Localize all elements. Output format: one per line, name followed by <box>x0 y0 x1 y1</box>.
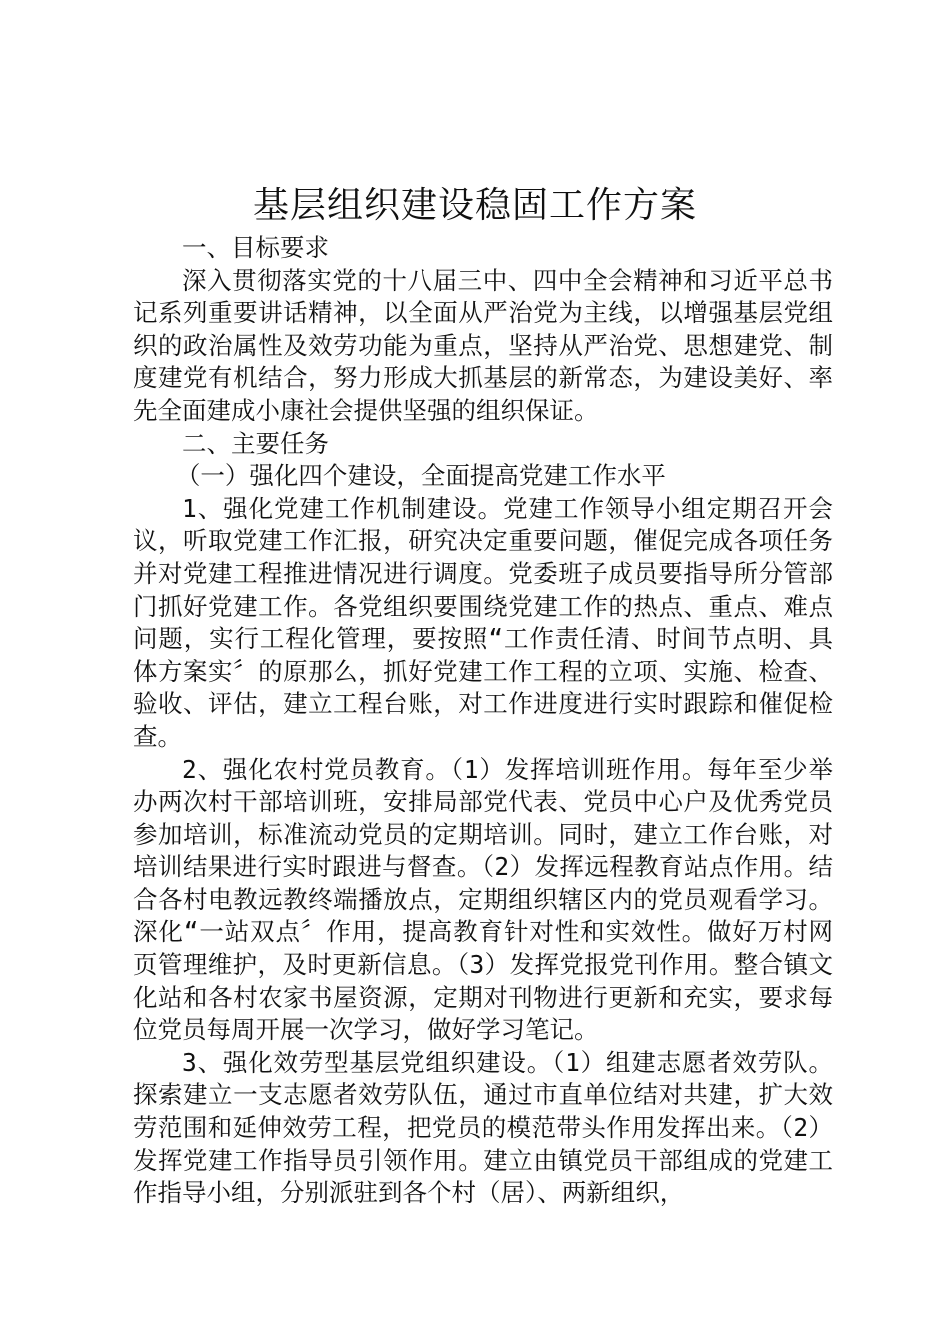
section-heading-goals: 一、目标要求 <box>182 233 329 262</box>
paragraph-item-1: 1、强化党建工作机制建设。党建工作领导小组定期召开会议，听取党建工作汇报，研究决定重要问题，催促完成各项任务并对党建工程推进情况进行调度。党委班子成员要指导所分管部门抓好党建工作。各党组织要围绕党建工作的热点、重点、难点问题，实行工程化管理，要按照“工作责任清、时间节点明、具体方案实〞的原那么，抓好党建工作工程的立项、实施、检查、验收、评估，建立工程台账，对工作进度进行实时跟踪和催促检查。 <box>133 493 833 751</box>
subsection-heading-four-builds: （一）强化四个建设，全面提高党建工作水平 <box>175 461 666 491</box>
document-body <box>133 232 833 1210</box>
paragraph-goals: 深入贯彻落实党的十八届三中、四中全会精神和习近平总书记系列重要讲话精神，以全面从严治党为主线，以增强基层党组织的政治属性及效劳功能为重点，坚持从严治党、思想建党、制度建党有机结合，努力形成大抓基层的新常态，为建设美好、率先全面建成小康社会提供坚强的组织保证。 <box>133 265 833 425</box>
paragraph-item-2: 2、强化农村党员教育。（1）发挥培训班作用。每年至少举办两次村干部培训班，安排局部党代表、党员中心户及优秀党员参加培训，标准流动党员的定期培训。同时，建立工作台账，对培训结果进行实时跟进与督查。（2）发挥远程教育站点作用。结合各村电教远教终端播放点，定期组织辖区内的党员观看学习。深化“一站双点〞作用，提高教育针对性和实效性。做好万村网页管理维护，及时更新信息。（3）发挥党报党刊作用。整合镇文化站和各村农家书屋资源，定期对刊物进行更新和充实，要求每位党员每周开展一次学习，做好学习笔记。 <box>133 754 833 1045</box>
paragraph-item-3: 3、强化效劳型基层党组织建设。（1）组建志愿者效劳队。探索建立一支志愿者效劳队伍，通过市直单位结对共建，扩大效劳范围和延伸效劳工程，把党员的模范带头作用发挥出来。（2）发挥党建工作指导员引领作用。建立由镇党员干部组成的党建工作指导小组，分别派驻到各个村（居）、两新组织， <box>133 1047 833 1208</box>
document-title: 基层组织建设稳固工作方案 <box>252 185 697 226</box>
section-heading-tasks: 二、主要任务 <box>182 428 329 458</box>
